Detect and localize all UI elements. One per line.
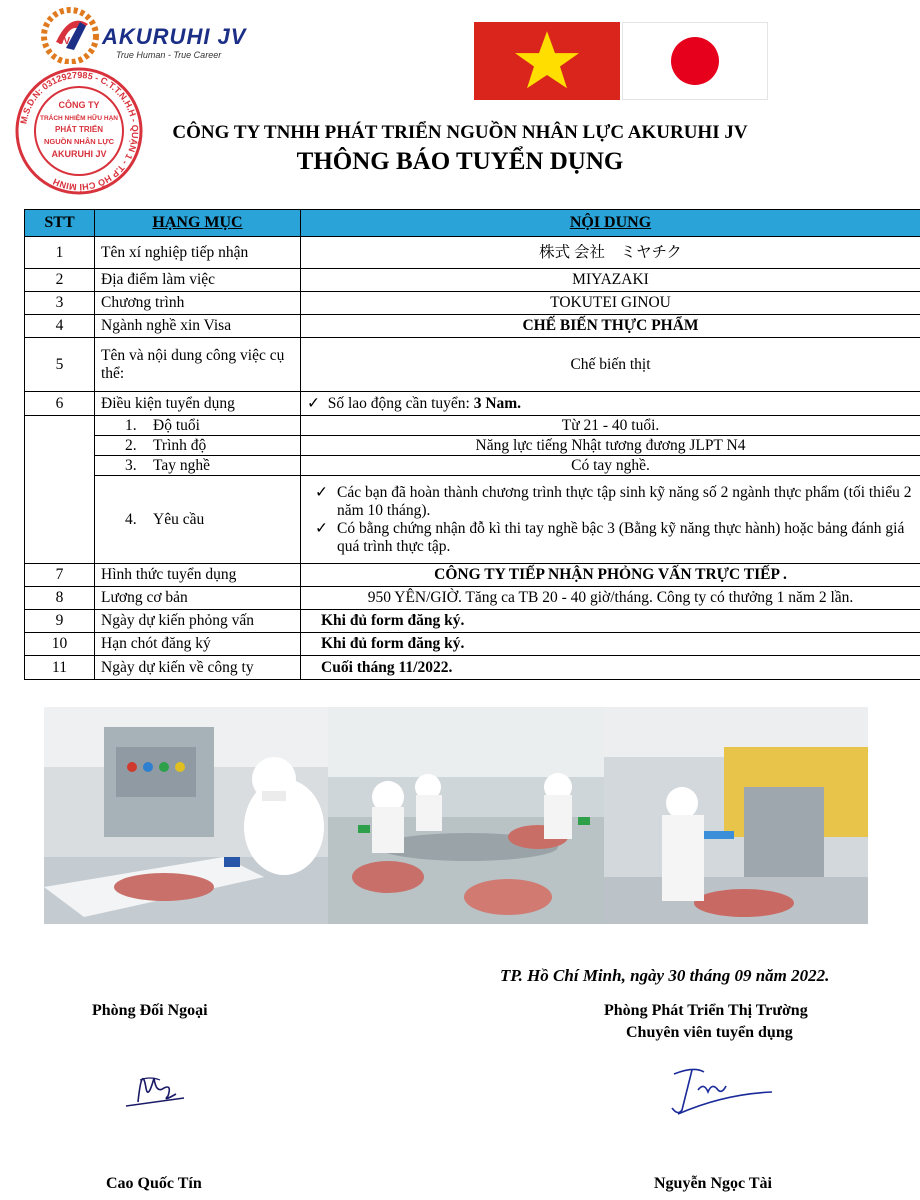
row-label: Hạn chót đăng ký <box>95 633 301 656</box>
table-row <box>25 633 920 656</box>
row-value: Khi đủ form đăng ký. <box>301 610 920 633</box>
company-tagline: True Human - True Career <box>116 50 222 60</box>
row-label: Điều kiện tuyển dụng <box>95 392 301 416</box>
left-department: Phòng Đối Ngoại <box>92 1002 208 1019</box>
table-row <box>25 564 920 587</box>
row-value: Cuối tháng 11/2022. <box>301 656 920 680</box>
row-stt: 8 <box>25 587 95 610</box>
svg-text:JV: JV <box>58 36 71 47</box>
meat-processing-photo-2 <box>328 707 604 924</box>
condition-row: 4. Yêu cầu ✓ Các bạn đã hoàn thành chương trình thực tập sinh kỹ năng số 2 ngành thực phẩm (tối thiểu 2 năm 10 tháng). ✓ Có bằng chứng nhận đỗ kì thi tay nghề bậc 3 (Bằng kỹ năng thực hành) hoặc bảng đánh giá quá trình thực tập. <box>25 476 920 564</box>
header-category: HẠNG MỤC <box>95 210 301 237</box>
table-row <box>25 610 920 633</box>
row-stt: 3 <box>25 292 95 315</box>
table-row <box>25 269 920 292</box>
right-signer-name: Nguyễn Ngọc Tài <box>654 1175 772 1192</box>
vietnam-flag-icon <box>474 22 620 100</box>
table-row <box>25 315 920 338</box>
row-label: Ngày dự kiến về công ty <box>95 656 301 680</box>
row-label: Hình thức tuyển dụng <box>95 564 301 587</box>
bullet-item: ✓ Các bạn đã hoàn thành chương trình thực tập sinh kỹ năng số 2 ngành thực phẩm (tối thiểu 2 năm 10 tháng). <box>315 483 912 519</box>
row-stt: 2 <box>25 269 95 292</box>
row-label: Chương trình <box>95 292 301 315</box>
table-header-row <box>25 210 920 237</box>
company-title: CÔNG TY TNHH PHÁT TRIỂN NGUỒN NHÂN LỰC AKURUHI JV <box>172 122 748 143</box>
bullet-item: ✓ Có bằng chứng nhận đỗ kì thi tay nghề bậc 3 (Bằng kỹ năng thực hành) hoặc bảng đánh giá quá trình thực tập. <box>315 519 905 555</box>
right-department: Phòng Phát Triển Thị Trường <box>604 1002 808 1019</box>
condition-row: 2. Trình độ Năng lực tiếng Nhật tương đương JLPT N4 <box>25 436 920 456</box>
row-value: 株式 会社 ミヤチク <box>301 237 920 269</box>
table-row <box>25 392 920 416</box>
seal-outer-text: M.S.D.N: 0312927985 - C.T.T.N.H.H - QUẬN 1 - T.P HỒ CHÍ MINH <box>18 69 141 193</box>
company-logo-icon <box>40 4 106 64</box>
condition-value: Có tay nghề. <box>301 456 920 476</box>
row-value: MIYAZAKI <box>301 269 920 292</box>
right-role: Chuyên viên tuyển dụng <box>626 1024 793 1041</box>
seal-line-5: AKURUHI JV <box>51 149 107 159</box>
row-label: Địa điểm làm việc <box>95 269 301 292</box>
row-stt: 9 <box>25 610 95 633</box>
row-value: CÔNG TY TIẾP NHẬN PHỎNG VẤN TRỰC TIẾP . <box>301 564 920 587</box>
seal-line-1: CÔNG TY <box>58 100 100 110</box>
condition-row: 3. Tay nghề Có tay nghề. <box>25 456 920 476</box>
header-stt: STT <box>25 210 95 237</box>
condition-value: Từ 21 - 40 tuổi. <box>301 416 920 436</box>
row-stt: 11 <box>25 656 95 680</box>
table-row <box>25 587 920 610</box>
left-signature <box>120 1058 190 1116</box>
row-value: ✓ Số lao động cần tuyển: 3 Nam. <box>301 392 920 416</box>
right-signature <box>664 1064 776 1120</box>
left-signer-name: Cao Quốc Tín <box>106 1175 202 1192</box>
check-icon: ✓ <box>307 394 320 412</box>
condition-bullets <box>301 476 920 564</box>
row-stt: 6 <box>25 392 95 416</box>
seal-line-2: TRÁCH NHIỆM HỮU HẠN <box>40 115 118 122</box>
check-icon: ✓ <box>315 519 328 537</box>
check-icon: ✓ <box>315 483 328 501</box>
row-value: Khi đủ form đăng ký. <box>301 633 920 656</box>
row-stt: 1 <box>25 237 95 269</box>
header-content: NỘI DUNG <box>301 210 920 237</box>
table-row <box>25 292 920 315</box>
row-label: Tên xí nghiệp tiếp nhận <box>95 237 301 269</box>
row-value: TOKUTEI GINOU <box>301 292 920 315</box>
table-row <box>25 237 920 269</box>
japan-flag-icon <box>622 22 768 100</box>
row-value: CHẾ BIẾN THỰC PHẨM <box>301 315 920 338</box>
row-value: Chế biến thịt <box>301 338 920 392</box>
date-line: TP. Hồ Chí Minh, ngày 30 tháng 09 năm 2022. <box>500 966 830 985</box>
row-stt: 7 <box>25 564 95 587</box>
condition-row: 1. Độ tuổi Từ 21 - 40 tuổi. <box>25 416 920 436</box>
row-label: Lương cơ bản <box>95 587 301 610</box>
condition-value: Năng lực tiếng Nhật tương đương JLPT N4 <box>301 436 920 456</box>
row-label: Ngày dự kiến phỏng vấn <box>95 610 301 633</box>
page-title: THÔNG BÁO TUYỂN DỤNG <box>296 148 624 175</box>
row-value: 950 YÊN/GIỜ. Tăng ca TB 20 - 40 giờ/tháng. Công ty có thưởng 1 năm 2 lần. <box>301 587 920 610</box>
company-logo-text: AKURUHI JV <box>102 24 247 49</box>
recruitment-table <box>24 209 920 680</box>
meat-processing-photo-3 <box>604 707 868 924</box>
seal-line-3: PHÁT TRIỂN <box>55 125 103 134</box>
table-row <box>25 656 920 680</box>
row-stt: 5 <box>25 338 95 392</box>
seal-line-4: NGUỒN NHÂN LỰC <box>44 137 114 146</box>
meat-processing-photo-1 <box>44 707 328 924</box>
row-stt: 4 <box>25 315 95 338</box>
table-row <box>25 338 920 392</box>
row-label: Ngành nghề xin Visa <box>95 315 301 338</box>
row-label: Tên và nội dung công việc cụ thể: <box>95 338 301 392</box>
row-stt: 10 <box>25 633 95 656</box>
